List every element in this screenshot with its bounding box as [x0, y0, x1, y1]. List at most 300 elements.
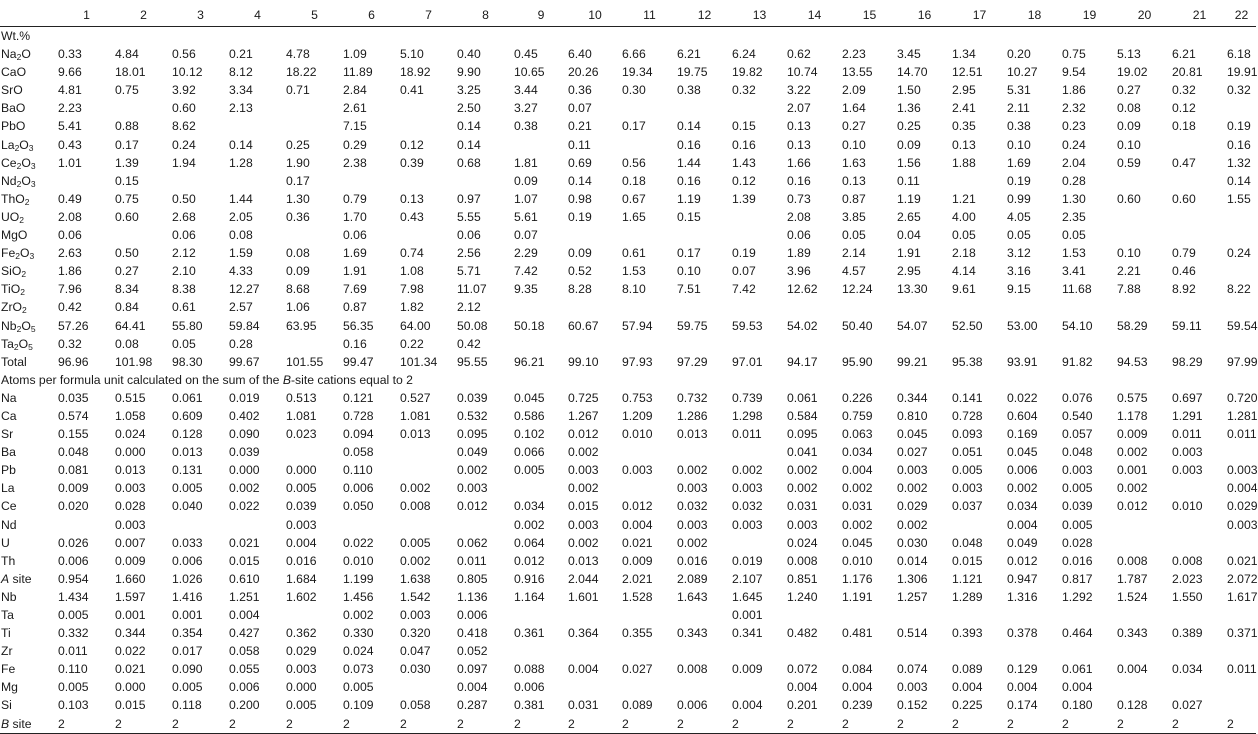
table-cell: 1.86: [58, 264, 82, 279]
table-cell: 0.011: [58, 644, 88, 659]
table-cell: 97.93: [622, 354, 653, 369]
table-cell: 2: [115, 716, 122, 731]
row-label-italic: A: [1, 571, 10, 586]
row-label-base: Nb: [1, 318, 17, 333]
table-cell: 0.361: [514, 626, 545, 641]
table-cell: 0.034: [1172, 662, 1203, 677]
table-cell: 0.041: [787, 445, 818, 460]
table-cell: 0.05: [842, 228, 866, 243]
table-cell: 0.090: [229, 427, 260, 442]
table-cell: 0.73: [787, 191, 811, 206]
table-cell: 96.96: [58, 354, 89, 369]
row-label-base: SiO: [1, 264, 22, 279]
table-cell: 0.43: [58, 137, 82, 152]
column-header: 21: [1192, 8, 1207, 22]
table-header: [0, 5, 1256, 27]
table-cell: 0.024: [115, 427, 146, 442]
table-cell: 0.916: [514, 571, 545, 586]
row-label: Ti: [1, 626, 11, 641]
table-cell: [1227, 298, 1256, 316]
table-cell: 0.003: [115, 517, 146, 532]
table-cell: 99.47: [343, 354, 374, 369]
table-cell: 0.011: [457, 553, 487, 568]
table-cell: [897, 298, 952, 316]
column-header: 5: [311, 8, 318, 22]
table-cell: 0.011: [732, 427, 762, 442]
table-cell: 2.11: [1007, 101, 1030, 116]
table-cell: [1227, 226, 1256, 244]
table-cell: 1.240: [787, 589, 818, 604]
table-cell: 0.005: [343, 680, 374, 695]
table-cell: 0.004: [1117, 662, 1148, 677]
table-cell: 0.013: [400, 427, 431, 442]
table-cell: 0.004: [1227, 481, 1258, 496]
table-cell: 0.24: [1062, 137, 1086, 152]
table-cell: 0.97: [457, 191, 481, 206]
table-cell: 2.21: [1117, 264, 1141, 279]
table-cell: 2: [1117, 716, 1124, 731]
table-cell: 1.787: [1117, 571, 1148, 586]
table-cell: [622, 99, 677, 117]
row-label: [0, 317, 58, 335]
table-cell: 0.051: [952, 445, 983, 460]
table-cell: 0.574: [58, 408, 89, 423]
table-cell: [1227, 534, 1256, 552]
table-cell: 2.68: [172, 209, 196, 224]
table-cell: 0.74: [400, 246, 424, 261]
table-cell: 0.19: [1007, 173, 1031, 188]
table-cell: 2: [400, 716, 407, 731]
table-cell: 2: [952, 716, 959, 731]
table-cell: 1.281: [1227, 408, 1258, 423]
table-cell: 0.131: [172, 463, 203, 478]
table-cell: 0.200: [229, 698, 260, 713]
table-cell: 0.60: [1172, 191, 1196, 206]
table-cell: 0.045: [514, 390, 545, 405]
table-cell: [732, 208, 787, 226]
row-label-base: ZrO: [1, 300, 22, 315]
row-label: [0, 136, 58, 154]
table-cell: [1007, 335, 1062, 353]
table-cell: 0.009: [115, 553, 146, 568]
table-cell: 1.597: [115, 589, 146, 604]
row-label: Si: [1, 698, 12, 713]
table-row: [0, 425, 1256, 443]
table-cell: 6.21: [677, 47, 701, 62]
table-cell: [1062, 606, 1117, 624]
table-cell: 1.081: [286, 408, 317, 423]
table-cell: 9.15: [1007, 282, 1031, 297]
table-cell: 0.725: [568, 390, 599, 405]
table-cell: 7.42: [732, 282, 756, 297]
table-cell: 0.011: [1227, 427, 1257, 442]
table-cell: [1062, 335, 1117, 353]
table-cell: [732, 335, 787, 353]
table-cell: 95.90: [842, 354, 873, 369]
row-label: [0, 154, 58, 172]
table-cell: 0.10: [1007, 137, 1031, 152]
table-cell: [842, 642, 897, 660]
table-cell: 2: [343, 716, 350, 731]
table-cell: 59.75: [677, 318, 708, 333]
section-heading-tail: -site cations equal to 2: [290, 372, 413, 387]
table-cell: 59.53: [732, 318, 763, 333]
table-cell: 0.088: [514, 662, 545, 677]
row-label-subscript: 2: [13, 341, 19, 352]
table-cell: 0.71: [286, 83, 310, 98]
table-cell: 2.12: [172, 246, 196, 261]
table-cell: [229, 117, 286, 135]
table-cell: [286, 117, 343, 135]
table-cell: 0.003: [286, 517, 317, 532]
table-cell: 1.53: [622, 264, 646, 279]
table-cell: 0.048: [952, 535, 983, 550]
table-cell: [568, 226, 622, 244]
table-cell: 0.47: [1172, 155, 1196, 170]
table-cell: [400, 443, 457, 461]
table-cell: 0.364: [568, 626, 599, 641]
column-header: 1: [83, 8, 90, 22]
table-cell: 0.513: [286, 390, 317, 405]
table-cell: 0.38: [514, 119, 538, 134]
table-cell: 5.41: [58, 119, 82, 134]
table-cell: 0.002: [677, 463, 708, 478]
table-cell: 0.034: [514, 499, 545, 514]
table-cell: 1.59: [229, 246, 253, 261]
table-cell: 0.371: [1227, 626, 1258, 641]
table-body: [0, 27, 1256, 734]
table-cell: 0.62: [787, 47, 811, 62]
section-heading-row: [0, 371, 1256, 389]
table-cell: 12.51: [952, 65, 983, 80]
row-label: MgO: [1, 228, 28, 243]
table-cell: 0.002: [568, 535, 599, 550]
table-cell: [568, 678, 622, 696]
table-cell: 0.07: [568, 101, 592, 116]
table-cell: 0.79: [1172, 246, 1196, 261]
row-label: [0, 280, 58, 298]
table-cell: 0.001: [1117, 463, 1148, 478]
table-row: [0, 588, 1256, 606]
row-label: Sr: [1, 427, 14, 442]
table-cell: 6.21: [1172, 47, 1196, 62]
table-cell: [787, 298, 842, 316]
table-cell: 0.610: [229, 571, 260, 586]
row-label-subscript: 2: [16, 178, 22, 189]
table-cell: 3.27: [514, 101, 538, 116]
table-cell: 0.003: [286, 662, 317, 677]
table-cell: 0.15: [115, 173, 139, 188]
column-header: 7: [425, 8, 432, 22]
table-cell: 0.17: [115, 137, 139, 152]
table-cell: 1.69: [343, 246, 367, 261]
table-cell: 0.110: [343, 463, 373, 478]
table-cell: 10.65: [514, 65, 545, 80]
table-cell: 0.003: [677, 481, 708, 496]
table-cell: 0.10: [842, 137, 866, 152]
table-cell: 0.062: [457, 535, 488, 550]
table-cell: 1.267: [568, 408, 599, 423]
row-label-base: Fe: [1, 246, 16, 261]
table-cell: 1.660: [115, 571, 146, 586]
table-cell: 0.36: [286, 209, 310, 224]
table-row: [0, 190, 1256, 208]
table-cell: 0.047: [400, 644, 431, 659]
table-cell: 0.027: [897, 445, 928, 460]
table-cell: 1.199: [343, 571, 374, 586]
table-cell: 0.427: [229, 626, 260, 641]
row-label-suffix: O: [21, 155, 31, 170]
table-cell: 0.003: [897, 680, 928, 695]
table-cell: [677, 99, 732, 117]
row-label-subscript: 2: [19, 214, 25, 225]
table-cell: 0.039: [286, 499, 317, 514]
table-cell: 2: [842, 716, 849, 731]
table-cell: 4.05: [1007, 209, 1031, 224]
table-cell: 0.057: [1062, 427, 1093, 442]
table-cell: 0.69: [568, 155, 592, 170]
table-cell: 0.19: [732, 246, 756, 261]
table-cell: 101.34: [400, 354, 438, 369]
table-cell: 0.129: [1007, 662, 1038, 677]
row-label: Pb: [1, 463, 16, 478]
table-cell: 1.39: [732, 191, 756, 206]
table-cell: 99.67: [229, 354, 260, 369]
table-cell: 0.851: [787, 571, 818, 586]
table-cell: 0.009: [732, 662, 763, 677]
table-cell: 0.12: [1172, 101, 1196, 116]
table-cell: 1.63: [842, 155, 866, 170]
table-cell: 0.074: [897, 662, 928, 677]
table-cell: [622, 335, 677, 353]
table-cell: 11.68: [1062, 282, 1092, 297]
table-cell: 1.058: [115, 408, 146, 423]
table-cell: 0.68: [457, 155, 481, 170]
table-cell: 53.00: [1007, 318, 1038, 333]
table-cell: 0.102: [514, 427, 545, 442]
table-cell: 1.43: [732, 155, 756, 170]
table-cell: 1.08: [400, 264, 424, 279]
table-cell: [677, 678, 732, 696]
table-cell: 0.010: [1172, 499, 1203, 514]
table-cell: 0.005: [1062, 517, 1093, 532]
table-cell: 1.32: [1227, 155, 1251, 170]
table-cell: 1.178: [1117, 408, 1148, 423]
table-cell: 0.61: [622, 246, 646, 261]
table-cell: 2.14: [842, 246, 866, 261]
table-cell: 0.089: [952, 662, 983, 677]
table-cell: 0.155: [58, 427, 89, 442]
table-cell: [400, 461, 457, 479]
table-cell: 0.22: [400, 336, 424, 351]
table-cell: 0.344: [115, 626, 146, 641]
table-cell: 0.012: [514, 553, 545, 568]
table-cell: 19.75: [677, 65, 708, 80]
row-label: [0, 208, 58, 226]
table-cell: 1.91: [897, 246, 921, 261]
table-cell: 1.684: [286, 571, 317, 586]
row-label-subscript: 3: [29, 251, 35, 262]
table-cell: 0.344: [897, 390, 928, 405]
table-cell: 0.464: [1062, 626, 1093, 641]
table-cell: [952, 642, 1007, 660]
table-cell: [1227, 262, 1256, 280]
table-cell: 1.88: [952, 155, 976, 170]
table-cell: 99.10: [568, 354, 599, 369]
table-cell: 0.006: [229, 680, 260, 695]
table-cell: 54.10: [1062, 318, 1093, 333]
table-cell: 3.44: [514, 83, 538, 98]
table-cell: [457, 172, 514, 190]
table-cell: [229, 172, 286, 190]
table-cell: 0.055: [229, 662, 260, 677]
table-cell: 0.482: [787, 626, 818, 641]
table-cell: 0.052: [457, 644, 488, 659]
column-header: 15: [862, 8, 877, 22]
row-label-suffix: O: [21, 318, 31, 333]
table-cell: 0.061: [172, 390, 203, 405]
column-header: 12: [697, 8, 712, 22]
table-cell: 95.55: [457, 354, 488, 369]
table-row: [0, 136, 1256, 154]
table-cell: [732, 443, 787, 461]
table-cell: 2.08: [787, 209, 811, 224]
table-cell: 1.01: [58, 155, 82, 170]
table-cell: 0.362: [286, 626, 317, 641]
table-cell: 1.121: [952, 571, 983, 586]
table-cell: 0.013: [172, 445, 203, 460]
table-cell: 1.30: [286, 191, 310, 206]
table-cell: [1172, 479, 1227, 497]
table-cell: 0.532: [457, 408, 488, 423]
table-cell: 0.002: [787, 463, 818, 478]
table-cell: 0.39: [400, 155, 424, 170]
table-cell: 20.26: [568, 65, 599, 80]
table-cell: 1.65: [622, 209, 646, 224]
table-cell: 0.540: [1062, 408, 1093, 423]
table-cell: 0.14: [1227, 173, 1251, 188]
table-cell: 0.002: [1007, 481, 1038, 496]
table-cell: [1227, 678, 1256, 696]
column-header: 8: [482, 8, 489, 22]
table-cell: 2: [787, 716, 794, 731]
table-cell: [1227, 696, 1256, 714]
table-cell: 0.141: [952, 390, 983, 405]
table-cell: 0.320: [400, 626, 431, 641]
table-cell: [1227, 208, 1256, 226]
table-cell: [172, 172, 229, 190]
table-cell: 2: [677, 716, 684, 731]
table-cell: 0.024: [787, 535, 818, 550]
row-label: [0, 335, 58, 353]
table-cell: 0.012: [1007, 553, 1038, 568]
table-cell: 2: [622, 716, 629, 731]
table-cell: 0.18: [622, 173, 646, 188]
table-cell: 2.50: [457, 101, 481, 116]
table-row: [0, 244, 1256, 262]
table-cell: 0.022: [229, 499, 260, 514]
table-cell: 0.07: [732, 264, 756, 279]
table-cell: 0.121: [343, 390, 374, 405]
table-row: [0, 678, 1256, 696]
table-cell: 0.006: [514, 680, 545, 695]
table-cell: 0.003: [897, 463, 928, 478]
table-cell: 0.16: [677, 137, 701, 152]
table-cell: [952, 516, 1007, 534]
table-cell: [842, 298, 897, 316]
table-cell: 0.05: [952, 228, 976, 243]
table-row: [0, 497, 1256, 515]
table-cell: [172, 516, 229, 534]
table-cell: [1227, 606, 1256, 624]
table-cell: 0.586: [514, 408, 545, 423]
column-header: 18: [1027, 8, 1042, 22]
table-cell: [622, 642, 677, 660]
table-cell: 1.164: [514, 589, 545, 604]
row-label-subscript: 2: [15, 251, 20, 262]
table-row: [0, 63, 1256, 81]
column-header: 11: [643, 8, 656, 22]
table-cell: 0.75: [115, 83, 139, 98]
table-cell: [1172, 226, 1227, 244]
table-cell: 2: [1007, 716, 1014, 731]
table-cell: 0.67: [622, 191, 646, 206]
table-cell: 2.09: [842, 83, 866, 98]
table-cell: 97.29: [677, 354, 708, 369]
table-cell: 0.169: [1007, 427, 1038, 442]
row-label-base: La: [1, 137, 15, 152]
row-label-tail: site: [9, 716, 32, 731]
table-cell: 7.51: [677, 282, 701, 297]
table-cell: 9.66: [58, 65, 82, 80]
table-cell: 0.003: [677, 517, 708, 532]
table-cell: 0.016: [286, 553, 317, 568]
row-label: [0, 262, 58, 280]
table-cell: 0.004: [952, 680, 983, 695]
table-cell: 0.13: [787, 119, 811, 134]
table-cell: 0.16: [1227, 137, 1251, 152]
table-cell: 0.14: [457, 137, 481, 152]
table-cell: 0.04: [897, 228, 921, 243]
table-cell: 18.92: [400, 65, 431, 80]
table-cell: 0.174: [1007, 698, 1038, 713]
table-cell: 2.18: [952, 246, 976, 261]
table-cell: 0.021: [229, 535, 260, 550]
table-cell: [677, 642, 732, 660]
table-cell: 0.87: [343, 300, 367, 315]
table-cell: 8.34: [115, 282, 139, 297]
row-label-base: TiO: [1, 282, 21, 297]
table-cell: 2.08: [58, 209, 82, 224]
table-cell: 0.000: [286, 680, 317, 695]
table-cell: [286, 443, 343, 461]
table-cell: 0.010: [842, 553, 873, 568]
table-cell: [343, 172, 400, 190]
table-cell: [568, 335, 622, 353]
table-cell: 3.92: [172, 83, 196, 98]
table-cell: 0.031: [787, 499, 818, 514]
table-cell: [286, 226, 343, 244]
table-cell: 0.20: [1007, 47, 1031, 62]
table-cell: 0.005: [286, 481, 317, 496]
table-cell: 9.54: [1062, 65, 1086, 80]
table-cell: 1.257: [897, 589, 928, 604]
table-cell: 0.005: [172, 481, 203, 496]
table-cell: 2: [286, 716, 293, 731]
table-cell: 101.55: [286, 354, 324, 369]
table-cell: 0.021: [1227, 553, 1258, 568]
table-row: [0, 262, 1256, 280]
